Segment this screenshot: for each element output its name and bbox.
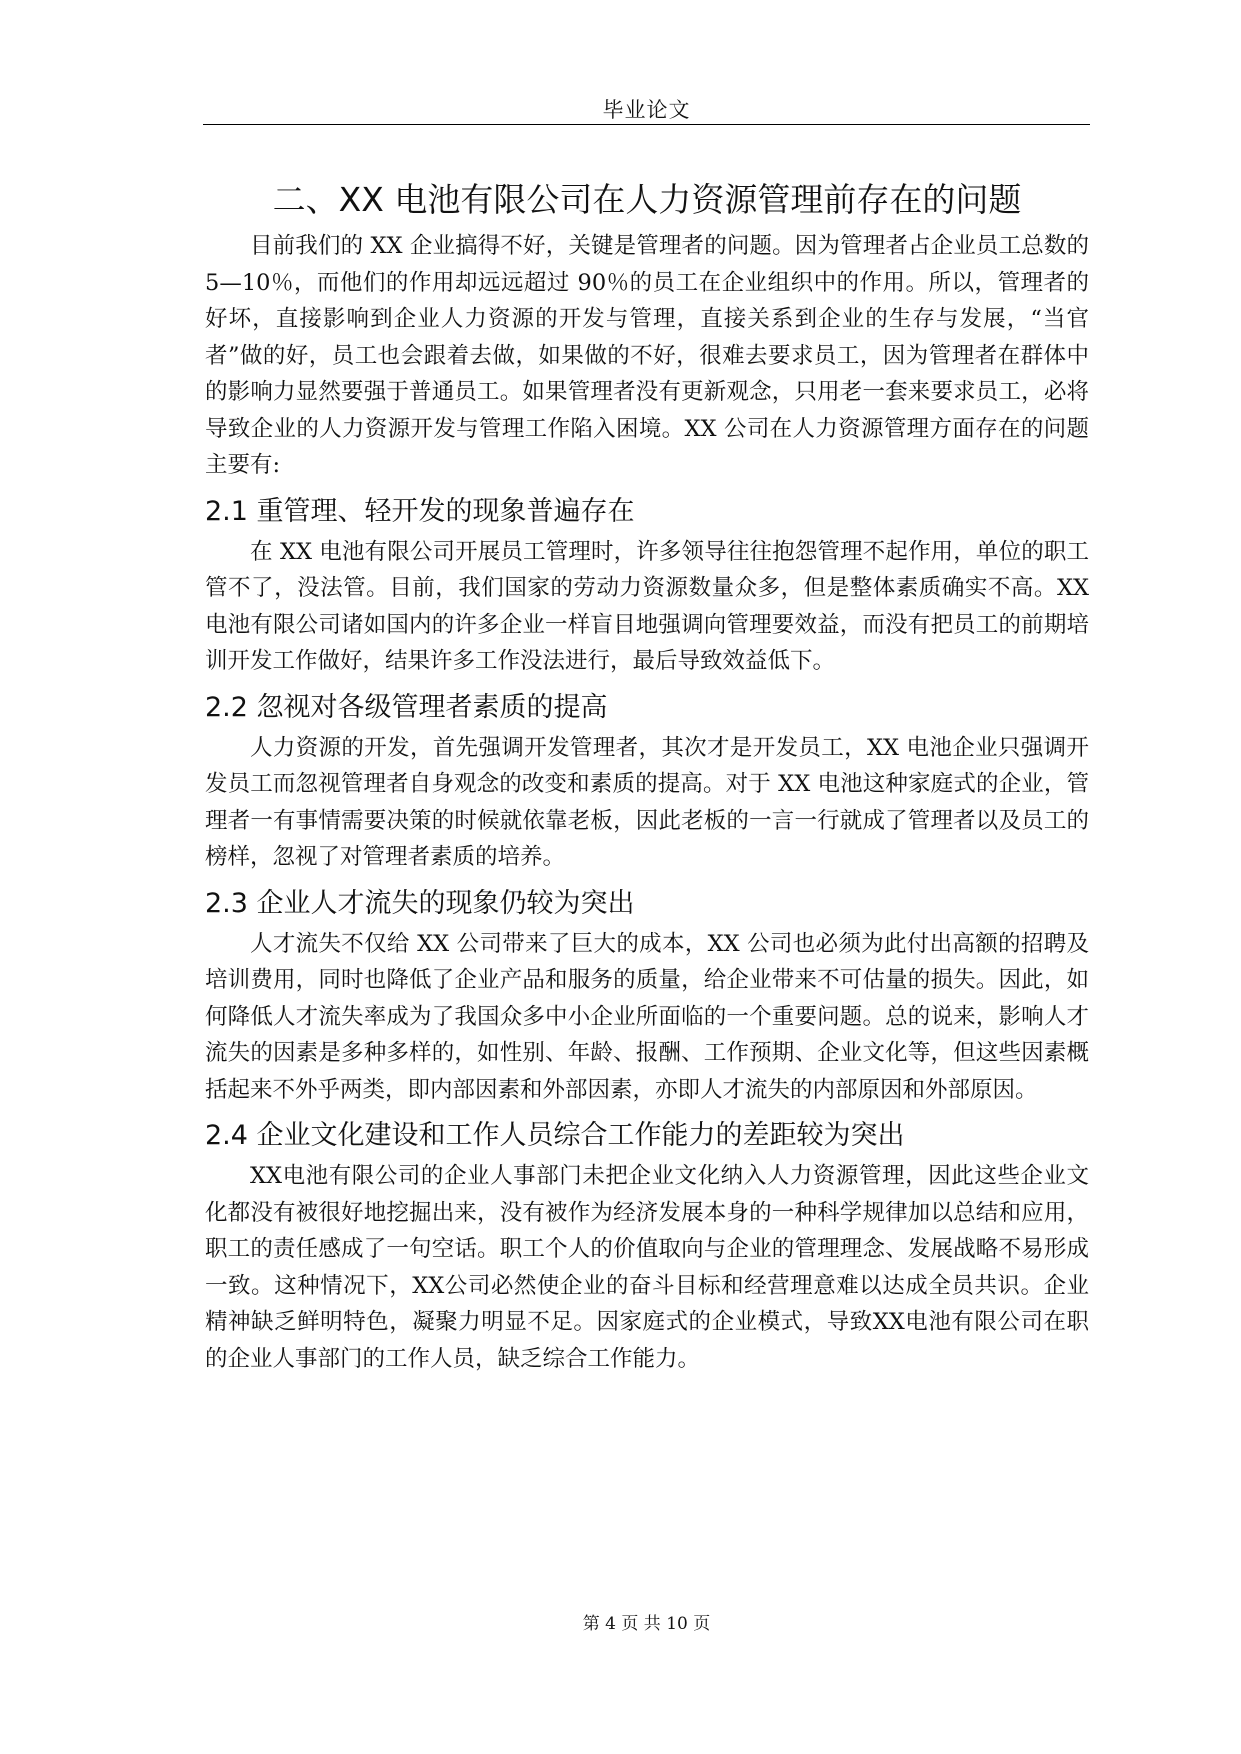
section-body-2-4: XX电池有限公司的企业人事部门未把企业文化纳入人力资源管理，因此这些企业文化都没有被很好地挖掘出来，没有被作为经济发展本身的一种科学规律加以总结和应用，职工的责任感成了一句空话。职工个人的价值取向与企业的管理理念、发展战略不易形成一致。这种情况下，XX公司必然使企业的奋斗目标和经营理意难以达成全员共识。企业精神缺乏鲜明特色，凝聚力明显不足。因家庭式的企业模式，导致XX电池有限公司在职的企业人事部门的工作人员，缺乏综合工作能力。 [205, 1163, 1089, 1372]
page-number-footer: 第 4 页 共 10 页 [582, 1614, 711, 1634]
section-heading-2-4: 2.4 企业文化建设和工作人员综合工作能力的差距较为突出 [205, 1120, 905, 1151]
chapter-title: 二、XX 电池有限公司在人力资源管理前存在的问题 [272, 180, 1022, 219]
section-heading-2-3: 2.3 企业人才流失的现象仍较为突出 [205, 887, 635, 919]
section-heading-2-1: 2.1 重管理、轻开发的现象普遍存在 [205, 495, 635, 527]
section-body-2-2: 人力资源的开发，首先强调开发管理者，其次才是开发员工，XX 电池企业只强调开发员工而忽视管理者自身观念的改变和素质的提高。对于 XX 电池这种家庭式的企业，管理者一有事情需要决策的时候就依靠老板，因此老板的一言一行就成了管理者以及员工的榜样，忽视了对管理者素质的培养。 [205, 734, 1089, 870]
page-content [205, 176, 1089, 1383]
chapter-intro-paragraph: 目前我们的 XX 企业搞得不好，关键是管理者的问题。因为管理者占企业员工总数的 5—10％，而他们的作用却远远超过 90％的员工在企业组织中的作用。所以，管理者的好坏，直接影响到企业人力资源的开发与管理，直接关系到企业的生存与发展，“当官者”做的好，员工也会跟着去做，如果做的不好，很难去要求员工，因为管理者在群体中的影响力显然要强于普通员工。如果管理者没有更新观念，只用老一套来要求员工，必将导致企业的人力资源开发与管理工作陷入困境。XX 公司在人力资源管理方面存在的问题主要有: [205, 233, 1089, 478]
section-heading-2-2: 2.2 忽视对各级管理者素质的提高 [205, 691, 608, 723]
header-rule [203, 124, 1090, 125]
running-header: 毕业论文 [602, 98, 691, 122]
section-body-2-3: 人才流失不仅给 XX 公司带来了巨大的成本，XX 公司也必须为此付出高额的招聘及培训费用，同时也降低了企业产品和服务的质量，给企业带来不可估量的损失。因此，如何降低人才流失率成为了我国众多中小企业所面临的一个重要问题。总的说来，影响人才流失的因素是多种多样的，如性别、年龄、报酬、工作预期、企业文化等，但这些因素概括起来不外乎两类，即内部因素和外部因素，亦即人才流失的内部原因和外部原因。 [205, 930, 1089, 1103]
section-body-2-1: 在 XX 电池有限公司开展员工管理时，许多领导往往抱怨管理不起作用，单位的职工管不了，没法管。目前，我们国家的劳动力资源数量众多，但是整体素质确实不高。XX 电池有限公司诸如国内的许多企业一样盲目地强调向管理要效益，而没有把员工的前期培训开发工作做好，结果许多工作没法进行，最后导致效益低下。 [205, 538, 1089, 674]
